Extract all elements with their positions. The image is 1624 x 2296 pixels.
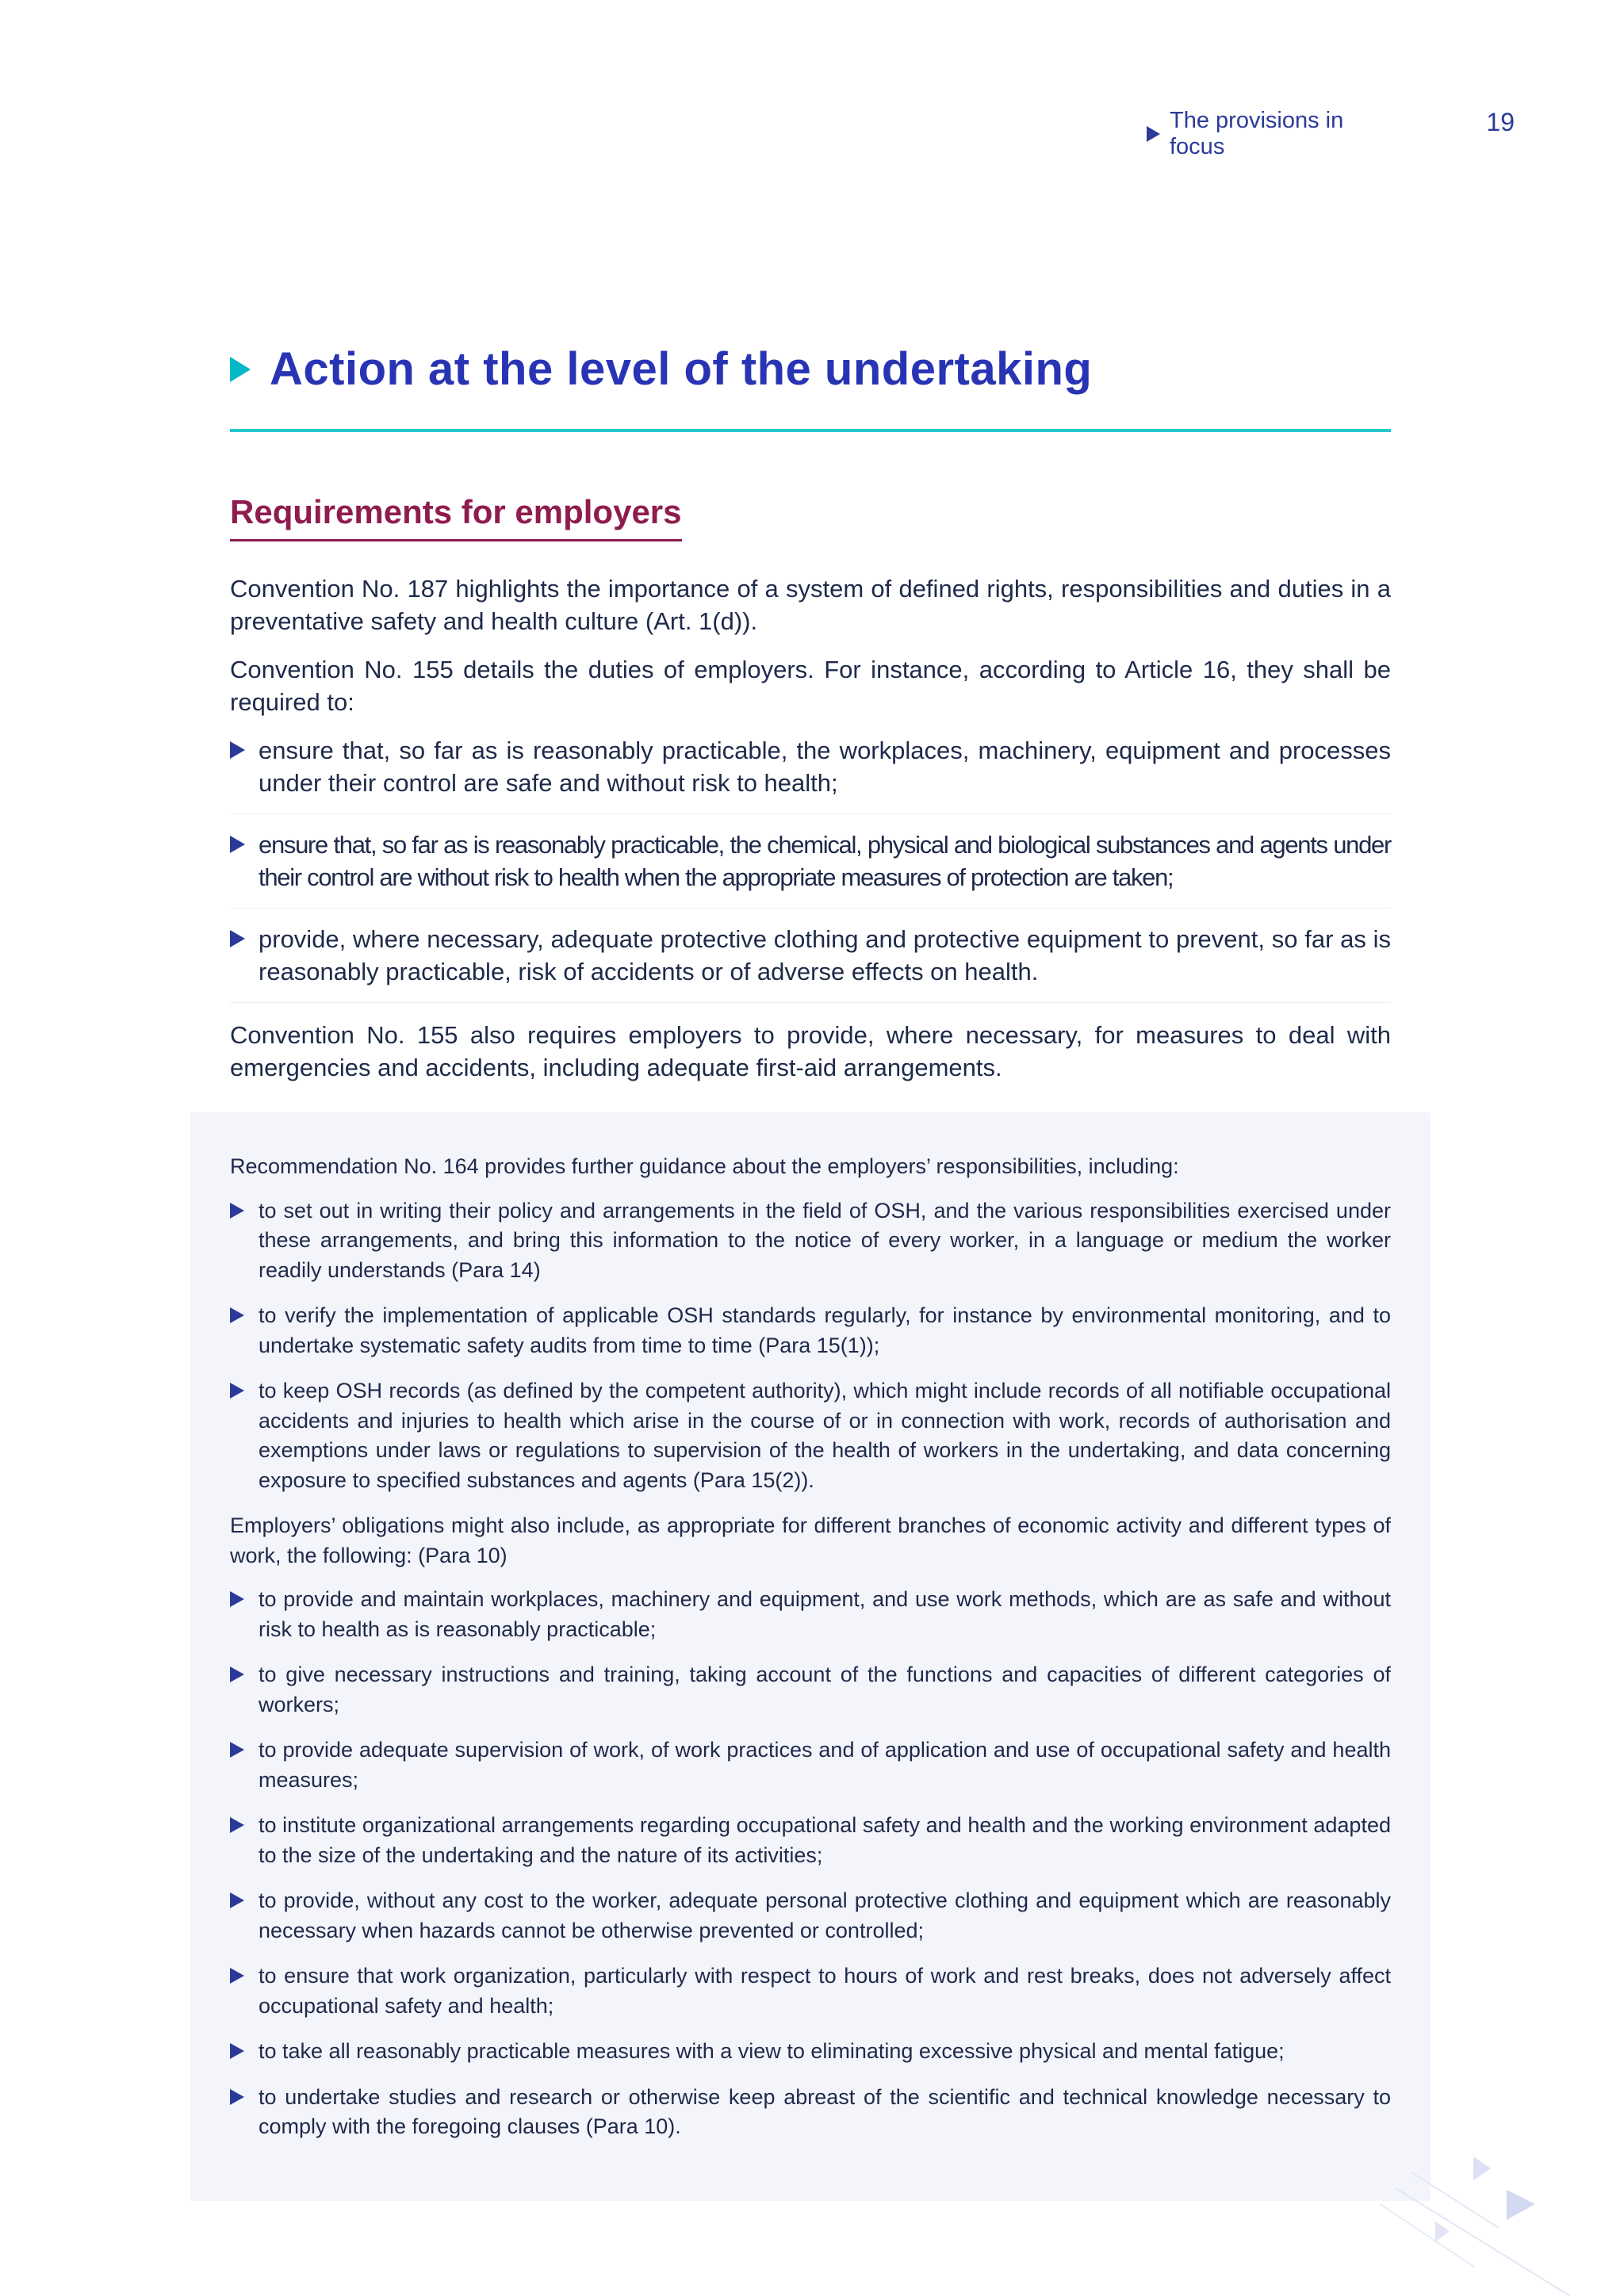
section-title [230,342,1391,396]
teal-triangle-icon [230,357,251,382]
running-title: The provisions in focus [1170,108,1344,159]
decorative-triangles-icon [1380,2141,1624,2296]
responsibilities-list [230,1196,1391,1496]
triangle-bullet-icon [230,741,245,759]
triangle-bullet-icon [230,930,245,947]
triangle-bullet-icon [230,1591,244,1607]
list-item: to ensure that work organization, particularly with respect to hours of work and rest breaks, does not adversely affect occupational safety and health; [230,1961,1391,2021]
running-header [1147,108,1392,160]
triangle-bullet-icon [230,1742,244,1758]
list-item: to set out in writing their policy and arrangements in the field of OSH, and the various responsibilities exercised under these arrangements, and bring this information to the notice of every worker, in a language or medium the worker readily understands (Para 14) [230,1196,1391,1286]
triangle-bullet-icon [230,1307,244,1323]
paragraph: Convention No. 187 highlights the importance of a system of defined rights, responsibilities and duties in a preventative safety and health culture (Art. 1(d)). [230,575,1391,635]
list-item: ensure that, so far as is reasonably practicable, the chemical, physical and biological substances and agents under their control are without risk to health when the appropriate measures of protection are taken; [230,828,1391,909]
triangle-bullet-icon [230,1892,244,1908]
triangle-bullet-icon [230,1203,244,1219]
list-item: to provide, without any cost to the worker, adequate personal protective clothing and equipment which are reasonably necessary when hazards cannot be otherwise prevented or controlled; [230,1886,1391,1946]
triangle-bullet-icon [1147,126,1160,142]
triangle-bullet-icon [230,1817,244,1833]
list-item: to undertake studies and research or otherwise keep abreast of the scientific and technical knowledge necessary to comply with the foregoing clauses (Para 10). [230,2083,1391,2142]
guidance-intro: Recommendation No. 164 provides further guidance about the employers’ responsibilities, including: [230,1154,1179,1178]
triangle-bullet-icon [230,1667,244,1682]
list-item: to provide and maintain workplaces, machinery and equipment, and use work methods, which are as safe and without risk to health as is reasonably practicable; [230,1585,1391,1644]
triangle-bullet-icon [230,2043,244,2059]
title-divider [230,429,1391,432]
list-item: ensure that, so far as is reasonably practicable, the workplaces, machinery, equipment and processes under their control are safe and without risk to health; [230,734,1391,814]
page-number: 19 [1486,108,1515,136]
list-item: to verify the implementation of applicable OSH standards regularly, for instance by environmental monitoring, and to undertake systematic safety audits from time to time (Para 15(1)); [230,1301,1391,1360]
section-heading: Action at the level of the undertaking [270,343,1093,395]
triangle-bullet-icon [230,1968,244,1984]
triangle-bullet-icon [230,836,245,853]
main-text [230,572,1391,1100]
list-item: to institute organizational arrangements regarding occupational safety and health and the working environment adapted to the size of the undertaking and the nature of its activities; [230,1811,1391,1870]
list-item: to give necessary instructions and training, taking account of the functions and capacities of different categories of workers; [230,1660,1391,1720]
list-item: to take all reasonably practicable measures with a view to eliminating excessive physical and mental fatigue; [230,2037,1391,2067]
subheading-requirements: Requirements for employers [230,493,682,541]
list-item: to provide adequate supervision of work, of work practices and of application and use of occupational safety and health measures; [230,1735,1391,1795]
guidance-box [190,1112,1431,2201]
list-item: provide, where necessary, adequate protective clothing and protective equipment to prevent, so far as is reasonably practicable, risk of accidents or of adverse effects on health. [230,923,1391,1003]
obligations-list [230,1585,1391,2142]
triangle-bullet-icon [230,2089,244,2105]
paragraph: Convention No. 155 details the duties of employers. For instance, according to Article 16, they shall be required to: [230,656,1391,716]
duties-list [230,734,1391,1003]
paragraph: Convention No. 155 also requires employers to provide, where necessary, for measures to deal with emergencies and accidents, including adequate first-aid arrangements. [230,1021,1391,1081]
list-item: to keep OSH records (as defined by the competent authority), which might include records of all notifiable occupational accidents and injuries to health which arise in the course of or in connection with work, records of authorisation and exemptions under laws or regulations to supervision of the health of workers in the undertaking, and data concerning exposure to specified substances and agents (Para 15(2)). [230,1376,1391,1495]
triangle-bullet-icon [230,1383,244,1399]
obligations-intro: Employers’ obligations might also include, as appropriate for different branches of economic activity and different types of work, the following: (Para 10) [230,1513,1391,1567]
